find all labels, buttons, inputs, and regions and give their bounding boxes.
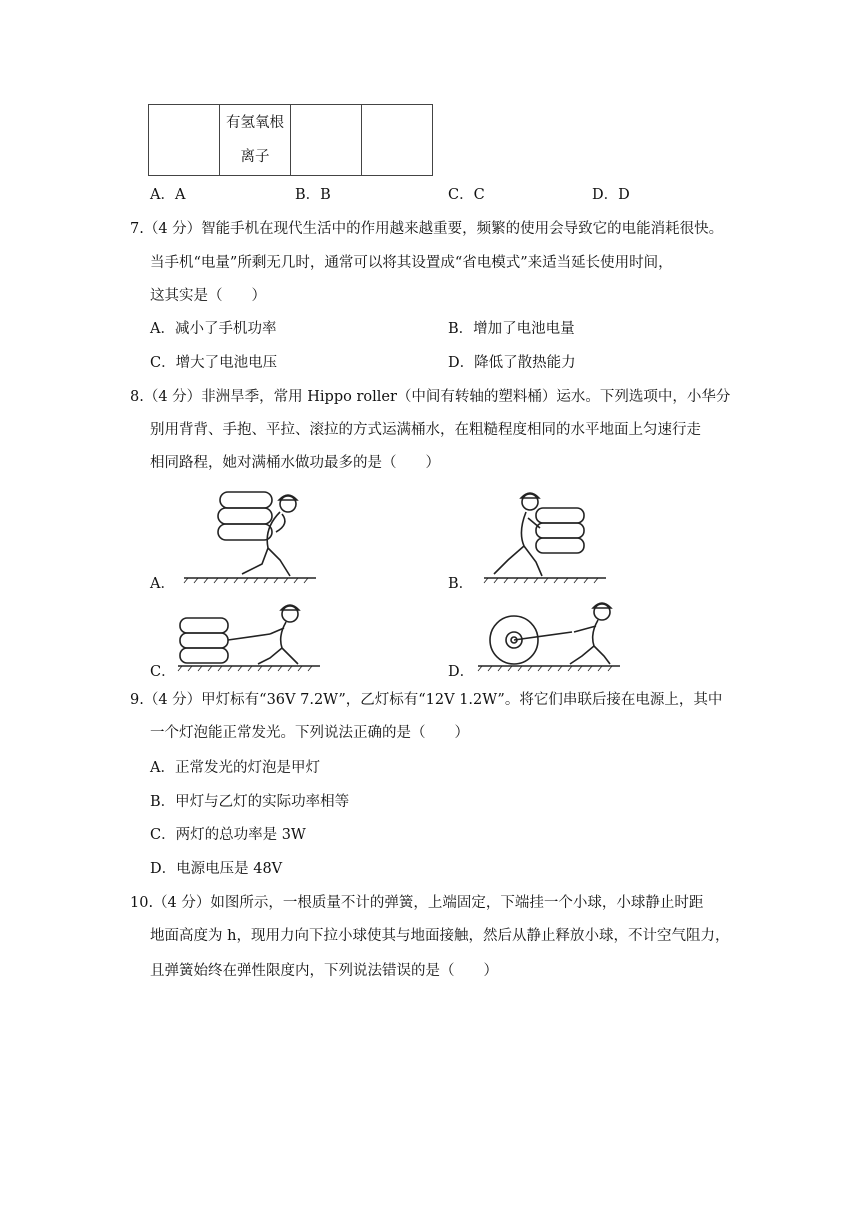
q10-stem-line-3: 且弹簧始终在弹性限度内，下列说法错误的是（ ） [150, 963, 498, 979]
q7-option-c[interactable]: C．增大了电池电压 [150, 355, 278, 371]
q6-option-c[interactable]: C．C [448, 187, 485, 203]
q7-option-b[interactable]: B．增加了电池电量 [448, 321, 575, 337]
q6-option-d[interactable]: D．D [592, 187, 630, 203]
q6-option-a[interactable]: A．A [150, 187, 186, 203]
q9-option-c[interactable]: C．两灯的总功率是 3W [150, 827, 306, 843]
q8-stem-line-1: 8.（4 分）非洲旱季，常用 Hippo roller（中间有转轴的塑料桶）运水。下列选项中，小华分 [130, 389, 731, 405]
q9-option-b[interactable]: B．甲灯与乙灯的实际功率相等 [150, 794, 350, 810]
back-carry-figure [180, 488, 320, 584]
hand-hold-figure [480, 488, 610, 584]
q7-option-a[interactable]: A．减小了手机功率 [150, 321, 277, 337]
q9-stem-line-1: 9.（4 分）甲灯标有“36V 7.2W”，乙灯标有“12V 1.2W”。将它们串联后接在电源上，其中 [130, 692, 723, 708]
q6-option-b[interactable]: B．B [295, 187, 331, 203]
flat-pull-figure [174, 600, 324, 672]
q9-stem-line-2: 一个灯泡能正常发光。下列说法正确的是（ ） [150, 725, 469, 741]
q7-stem-line-3: 这其实是（ ） [150, 288, 266, 304]
answer-table-fragment [148, 104, 433, 176]
q8-option-a[interactable]: A． [150, 576, 175, 592]
q8-option-d[interactable]: D． [448, 664, 475, 680]
table-cell [362, 105, 433, 176]
table-cell-text: 有氢氧根 离子 [226, 115, 284, 165]
q7-stem-line-1: 7.（4 分）智能手机在现代生活中的作用越来越重要，频繁的使用会导致它的电能消耗很快。 [130, 221, 724, 237]
table-cell [149, 105, 220, 176]
table-cell [220, 105, 291, 176]
q8-option-c[interactable]: C． [150, 664, 176, 680]
q8-stem-line-2: 别用背背、手抱、平拉、滚拉的方式运满桶水，在粗糙程度相同的水平地面上匀速行走 [150, 422, 701, 438]
q7-option-d[interactable]: D．降低了散热能力 [448, 355, 576, 371]
table-cell [291, 105, 362, 176]
q8-stem-line-3: 相同路程，她对满桶水做功最多的是（ ） [150, 455, 440, 471]
q10-stem-line-2: 地面高度为 h，现用力向下拉小球使其与地面接触，然后从静止释放小球，不计空气阻力， [150, 928, 730, 944]
q9-option-d[interactable]: D．电源电压是 48V [150, 861, 283, 877]
q7-stem-line-2: 当手机“电量”所剩无几时，通常可以将其设置成“省电模式”来适当延长使用时间， [150, 255, 673, 271]
q10-stem-line-1: 10.（4 分）如图所示，一根质量不计的弹簧，上端固定，下端挂一个小球，小球静止时距 [130, 895, 704, 911]
roll-pull-figure [474, 600, 624, 672]
q8-option-b[interactable]: B． [448, 576, 474, 592]
q9-option-a[interactable]: A．正常发光的灯泡是甲灯 [150, 760, 320, 776]
